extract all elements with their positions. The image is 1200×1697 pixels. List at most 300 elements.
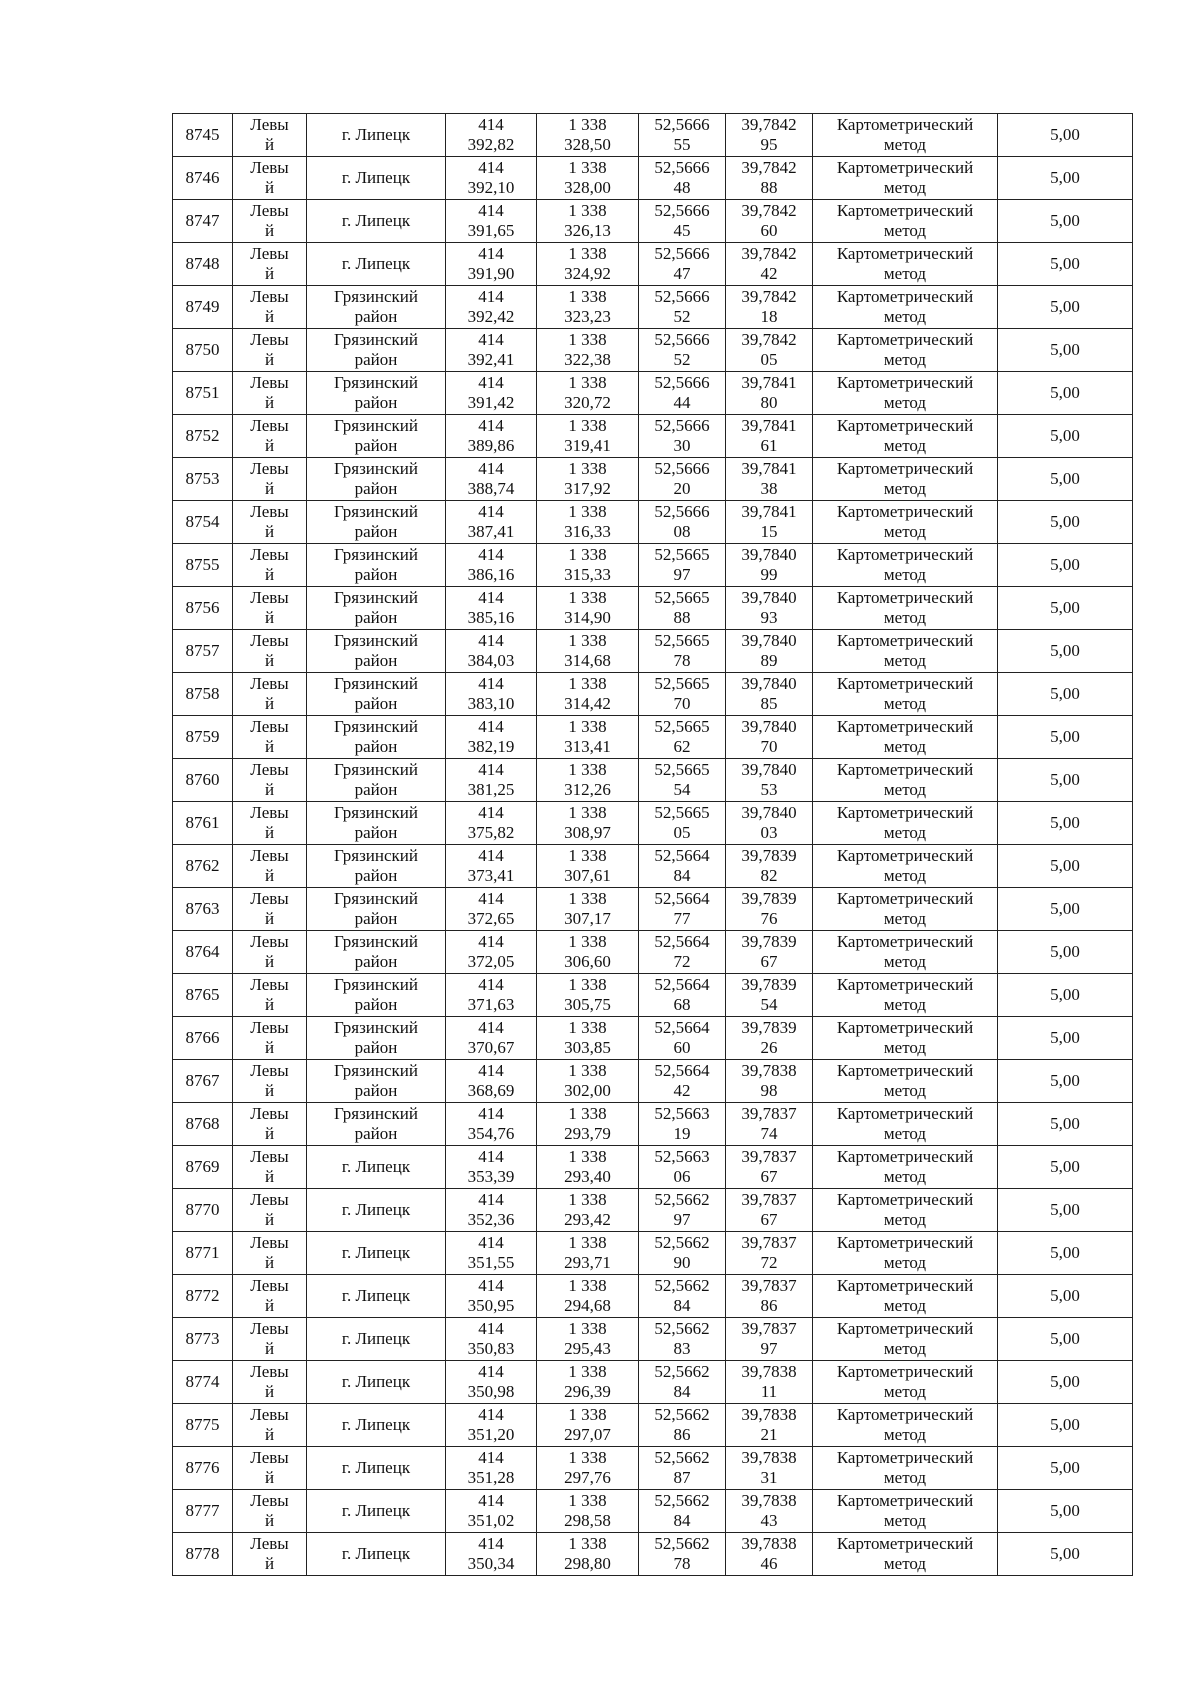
latitude-cell-line: 86 — [673, 1425, 691, 1444]
point-number-cell: 8747 — [173, 200, 233, 243]
y-coordinate-cell-line: 307,61 — [564, 866, 611, 885]
x-coordinate-cell-line: 414 — [478, 1534, 504, 1553]
table-row — [173, 1103, 1133, 1146]
bank-side-cell-line: Левы — [250, 846, 289, 865]
latitude-cell-line: 52,5664 — [654, 889, 710, 908]
y-coordinate-cell-line: 315,33 — [564, 565, 611, 584]
latitude-cell-line: 52,5662 — [654, 1190, 710, 1209]
method-cell — [813, 1017, 998, 1060]
latitude-cell — [639, 1017, 726, 1060]
y-coordinate-cell-line: 1 338 — [568, 1018, 607, 1037]
y-coordinate-cell-line: 293,40 — [564, 1167, 611, 1186]
longitude-cell — [726, 716, 813, 759]
bank-side-cell-line: Левы — [250, 631, 289, 650]
longitude-cell-line: 42 — [760, 264, 778, 283]
y-coordinate-cell-line: 305,75 — [564, 995, 611, 1014]
longitude-cell-line: 74 — [760, 1124, 778, 1143]
latitude-cell-line: 90 — [673, 1253, 691, 1272]
x-coordinate-cell-line: 392,42 — [467, 307, 515, 326]
x-coordinate-cell-line: 414 — [478, 1018, 504, 1037]
longitude-cell-line: 11 — [760, 1382, 778, 1401]
x-coordinate-cell — [446, 1533, 537, 1576]
method-cell-line: Картометрический — [836, 1319, 974, 1338]
method-cell-line: метод — [883, 393, 927, 412]
method-cell-line: метод — [883, 1296, 927, 1315]
method-cell-line: метод — [883, 307, 927, 326]
bank-side-cell-line: й — [264, 307, 275, 326]
location-cell-line: район — [354, 694, 398, 713]
table-row — [173, 1447, 1133, 1490]
table-row — [173, 931, 1133, 974]
location-cell — [307, 458, 446, 501]
latitude-cell-line: 52,5666 — [654, 158, 710, 177]
y-coordinate-cell-line: 1 338 — [568, 1491, 607, 1510]
y-coordinate-cell — [537, 372, 639, 415]
bank-side-cell-line: Левы — [250, 1534, 289, 1553]
y-coordinate-cell-line: 317,92 — [564, 479, 611, 498]
accuracy-cell: 5,00 — [998, 243, 1133, 286]
bank-side-cell-line: й — [264, 866, 275, 885]
accuracy-cell: 5,00 — [998, 931, 1133, 974]
latitude-cell — [639, 931, 726, 974]
y-coordinate-cell — [537, 1103, 639, 1146]
location-cell-line: Грязинский — [334, 287, 418, 306]
method-cell — [813, 888, 998, 931]
y-coordinate-cell — [537, 1060, 639, 1103]
location-cell — [307, 888, 446, 931]
location-cell-line: Грязинский — [334, 889, 418, 908]
location-cell-line: г. Липецк — [341, 211, 411, 230]
x-coordinate-cell-line: 414 — [478, 1233, 504, 1252]
y-coordinate-cell-line: 1 338 — [568, 1362, 607, 1381]
method-cell-line: Картометрический — [836, 545, 974, 564]
bank-side-cell-line: Левы — [250, 674, 289, 693]
bank-side-cell-line: Левы — [250, 373, 289, 392]
bank-side-cell-line: Левы — [250, 1405, 289, 1424]
location-cell-line: Грязинский — [334, 631, 418, 650]
x-coordinate-cell-line: 350,83 — [467, 1339, 515, 1358]
y-coordinate-cell — [537, 630, 639, 673]
bank-side-cell-line: Левы — [250, 201, 289, 220]
longitude-cell-line: 39,7840 — [741, 631, 797, 650]
x-coordinate-cell-line: 414 — [478, 330, 504, 349]
y-coordinate-cell-line: 1 338 — [568, 803, 607, 822]
x-coordinate-cell-line: 392,41 — [467, 350, 515, 369]
location-cell-line: г. Липецк — [341, 1157, 411, 1176]
x-coordinate-cell — [446, 243, 537, 286]
x-coordinate-cell — [446, 1146, 537, 1189]
x-coordinate-cell-line: 414 — [478, 1448, 504, 1467]
longitude-cell-line: 98 — [760, 1081, 778, 1100]
x-coordinate-cell-line: 351,55 — [467, 1253, 515, 1272]
longitude-cell — [726, 759, 813, 802]
point-number-cell: 8755 — [173, 544, 233, 587]
y-coordinate-cell-line: 1 338 — [568, 1319, 607, 1338]
coordinates-table — [172, 113, 1133, 1576]
location-cell — [307, 1275, 446, 1318]
longitude-cell-line: 39,7839 — [741, 889, 797, 908]
x-coordinate-cell-line: 371,63 — [467, 995, 515, 1014]
x-coordinate-cell-line: 414 — [478, 287, 504, 306]
longitude-cell — [726, 544, 813, 587]
latitude-cell-line: 30 — [673, 436, 691, 455]
longitude-cell-line: 39,7841 — [741, 373, 797, 392]
latitude-cell — [639, 1361, 726, 1404]
bank-side-cell-line: й — [264, 1253, 275, 1272]
y-coordinate-cell — [537, 200, 639, 243]
bank-side-cell-line: й — [264, 393, 275, 412]
method-cell-line: метод — [883, 1253, 927, 1272]
table-row — [173, 673, 1133, 716]
latitude-cell-line: 52,5666 — [654, 330, 710, 349]
bank-side-cell-line: й — [264, 1511, 275, 1530]
x-coordinate-cell-line: 351,20 — [467, 1425, 515, 1444]
bank-side-cell-line: Левы — [250, 502, 289, 521]
table-row — [173, 1404, 1133, 1447]
location-cell — [307, 630, 446, 673]
location-cell-line: район — [354, 952, 398, 971]
longitude-cell-line: 39,7837 — [741, 1190, 797, 1209]
longitude-cell-line: 39,7842 — [741, 115, 797, 134]
location-cell-line: г. Липецк — [341, 168, 411, 187]
bank-side-cell — [233, 501, 307, 544]
method-cell-line: Картометрический — [836, 588, 974, 607]
y-coordinate-cell-line: 314,90 — [564, 608, 611, 627]
x-coordinate-cell — [446, 630, 537, 673]
point-number-cell: 8769 — [173, 1146, 233, 1189]
accuracy-cell: 5,00 — [998, 587, 1133, 630]
y-coordinate-cell — [537, 716, 639, 759]
accuracy-cell: 5,00 — [998, 1189, 1133, 1232]
longitude-cell — [726, 630, 813, 673]
bank-side-cell — [233, 1404, 307, 1447]
latitude-cell — [639, 974, 726, 1017]
bank-side-cell-line: й — [264, 479, 275, 498]
x-coordinate-cell-line: 414 — [478, 760, 504, 779]
bank-side-cell — [233, 1060, 307, 1103]
table-row — [173, 1490, 1133, 1533]
y-coordinate-cell-line: 306,60 — [564, 952, 611, 971]
latitude-cell-line: 42 — [673, 1081, 691, 1100]
longitude-cell-line: 21 — [760, 1425, 778, 1444]
latitude-cell — [639, 1447, 726, 1490]
x-coordinate-cell-line: 414 — [478, 846, 504, 865]
location-cell — [307, 415, 446, 458]
bank-side-cell — [233, 1490, 307, 1533]
latitude-cell-line: 44 — [673, 393, 691, 412]
longitude-cell-line: 67 — [760, 952, 778, 971]
longitude-cell-line: 61 — [760, 436, 778, 455]
method-cell-line: метод — [883, 909, 927, 928]
method-cell-line: Картометрический — [836, 330, 974, 349]
method-cell — [813, 329, 998, 372]
method-cell-line: Картометрический — [836, 459, 974, 478]
method-cell — [813, 673, 998, 716]
method-cell — [813, 1275, 998, 1318]
location-cell-line: г. Липецк — [341, 1200, 411, 1219]
accuracy-cell: 5,00 — [998, 1103, 1133, 1146]
location-cell-line: Грязинский — [334, 846, 418, 865]
longitude-cell-line: 67 — [760, 1210, 778, 1229]
y-coordinate-cell-line: 1 338 — [568, 1405, 607, 1424]
y-coordinate-cell-line: 324,92 — [564, 264, 611, 283]
x-coordinate-cell — [446, 931, 537, 974]
x-coordinate-cell-line: 373,41 — [467, 866, 515, 885]
x-coordinate-cell-line: 414 — [478, 803, 504, 822]
bank-side-cell-line: й — [264, 1339, 275, 1358]
method-cell-line: метод — [883, 1124, 927, 1143]
method-cell-line: Картометрический — [836, 760, 974, 779]
method-cell-line: метод — [883, 479, 927, 498]
y-coordinate-cell-line: 1 338 — [568, 115, 607, 134]
bank-side-cell — [233, 1318, 307, 1361]
bank-side-cell-line: Левы — [250, 1362, 289, 1381]
y-coordinate-cell-line: 1 338 — [568, 1190, 607, 1209]
y-coordinate-cell — [537, 1447, 639, 1490]
bank-side-cell — [233, 759, 307, 802]
y-coordinate-cell — [537, 1318, 639, 1361]
method-cell-line: Картометрический — [836, 1534, 974, 1553]
longitude-cell-line: 53 — [760, 780, 778, 799]
location-cell-line: Грязинский — [334, 717, 418, 736]
location-cell — [307, 673, 446, 716]
bank-side-cell-line: Левы — [250, 545, 289, 564]
accuracy-cell: 5,00 — [998, 1060, 1133, 1103]
longitude-cell — [726, 931, 813, 974]
x-coordinate-cell — [446, 1490, 537, 1533]
x-coordinate-cell-line: 414 — [478, 1276, 504, 1295]
point-number-cell: 8768 — [173, 1103, 233, 1146]
longitude-cell-line: 39,7838 — [741, 1405, 797, 1424]
point-number-cell: 8752 — [173, 415, 233, 458]
x-coordinate-cell-line: 414 — [478, 1319, 504, 1338]
table-row — [173, 458, 1133, 501]
bank-side-cell — [233, 630, 307, 673]
y-coordinate-cell-line: 308,97 — [564, 823, 611, 842]
method-cell-line: метод — [883, 1167, 927, 1186]
table-row — [173, 1017, 1133, 1060]
bank-side-cell — [233, 243, 307, 286]
latitude-cell-line: 88 — [673, 608, 691, 627]
y-coordinate-cell-line: 1 338 — [568, 244, 607, 263]
method-cell-line: метод — [883, 436, 927, 455]
latitude-cell-line: 20 — [673, 479, 691, 498]
x-coordinate-cell — [446, 458, 537, 501]
method-cell — [813, 501, 998, 544]
latitude-cell-line: 77 — [673, 909, 691, 928]
method-cell-line: Картометрический — [836, 287, 974, 306]
x-coordinate-cell-line: 414 — [478, 588, 504, 607]
bank-side-cell-line: Левы — [250, 244, 289, 263]
table-row — [173, 415, 1133, 458]
x-coordinate-cell-line: 414 — [478, 1362, 504, 1381]
x-coordinate-cell — [446, 716, 537, 759]
location-cell — [307, 243, 446, 286]
longitude-cell — [726, 673, 813, 716]
location-cell — [307, 1404, 446, 1447]
latitude-cell-line: 52 — [673, 350, 691, 369]
x-coordinate-cell-line: 372,65 — [467, 909, 515, 928]
y-coordinate-cell-line: 1 338 — [568, 1233, 607, 1252]
longitude-cell-line: 80 — [760, 393, 778, 412]
latitude-cell-line: 52,5666 — [654, 115, 710, 134]
longitude-cell — [726, 1232, 813, 1275]
latitude-cell-line: 52,5665 — [654, 760, 710, 779]
table-row — [173, 630, 1133, 673]
longitude-cell-line: 39,7838 — [741, 1061, 797, 1080]
location-cell-line: Грязинский — [334, 1061, 418, 1080]
bank-side-cell — [233, 544, 307, 587]
accuracy-cell: 5,00 — [998, 501, 1133, 544]
location-cell-line: Грязинский — [334, 545, 418, 564]
x-coordinate-cell-line: 414 — [478, 416, 504, 435]
latitude-cell — [639, 845, 726, 888]
accuracy-cell: 5,00 — [998, 157, 1133, 200]
latitude-cell-line: 52,5662 — [654, 1362, 710, 1381]
location-cell-line: Грязинский — [334, 588, 418, 607]
bank-side-cell-line: й — [264, 694, 275, 713]
bank-side-cell — [233, 845, 307, 888]
latitude-cell-line: 52,5662 — [654, 1405, 710, 1424]
x-coordinate-cell-line: 388,74 — [467, 479, 515, 498]
table-row — [173, 1275, 1133, 1318]
location-cell-line: г. Липецк — [341, 1329, 411, 1348]
latitude-cell — [639, 200, 726, 243]
latitude-cell — [639, 1490, 726, 1533]
bank-side-cell — [233, 1361, 307, 1404]
bank-side-cell — [233, 802, 307, 845]
accuracy-cell: 5,00 — [998, 458, 1133, 501]
bank-side-cell-line: й — [264, 737, 275, 756]
longitude-cell-line: 39,7842 — [741, 330, 797, 349]
latitude-cell — [639, 1232, 726, 1275]
bank-side-cell-line: Левы — [250, 889, 289, 908]
location-cell-line: Грязинский — [334, 373, 418, 392]
method-cell — [813, 286, 998, 329]
x-coordinate-cell-line: 391,65 — [467, 221, 515, 240]
y-coordinate-cell-line: 319,41 — [564, 436, 611, 455]
latitude-cell-line: 52,5666 — [654, 459, 710, 478]
latitude-cell-line: 52,5665 — [654, 588, 710, 607]
bank-side-cell-line: Левы — [250, 287, 289, 306]
method-cell-line: метод — [883, 995, 927, 1014]
y-coordinate-cell — [537, 415, 639, 458]
longitude-cell — [726, 1318, 813, 1361]
table-row — [173, 114, 1133, 157]
x-coordinate-cell — [446, 415, 537, 458]
y-coordinate-cell — [537, 845, 639, 888]
longitude-cell — [726, 1490, 813, 1533]
point-number-cell: 8770 — [173, 1189, 233, 1232]
longitude-cell-line: 31 — [760, 1468, 778, 1487]
point-number-cell: 8772 — [173, 1275, 233, 1318]
longitude-cell-line: 39,7842 — [741, 287, 797, 306]
point-number-cell: 8746 — [173, 157, 233, 200]
location-cell-line: район — [354, 651, 398, 670]
accuracy-cell: 5,00 — [998, 1017, 1133, 1060]
x-coordinate-cell-line: 392,10 — [467, 178, 515, 197]
accuracy-cell: 5,00 — [998, 1447, 1133, 1490]
latitude-cell — [639, 1533, 726, 1576]
x-coordinate-cell-line: 414 — [478, 1061, 504, 1080]
point-number-cell: 8754 — [173, 501, 233, 544]
y-coordinate-cell-line: 296,39 — [564, 1382, 611, 1401]
longitude-cell-line: 88 — [760, 178, 778, 197]
x-coordinate-cell-line: 391,90 — [467, 264, 515, 283]
latitude-cell-line: 48 — [673, 178, 691, 197]
method-cell-line: метод — [883, 694, 927, 713]
bank-side-cell-line: й — [264, 1038, 275, 1057]
y-coordinate-cell-line: 298,80 — [564, 1554, 611, 1573]
bank-side-cell — [233, 974, 307, 1017]
location-cell — [307, 501, 446, 544]
method-cell-line: Картометрический — [836, 201, 974, 220]
longitude-cell-line: 89 — [760, 651, 778, 670]
method-cell — [813, 1318, 998, 1361]
longitude-cell-line: 93 — [760, 608, 778, 627]
location-cell — [307, 1232, 446, 1275]
bank-side-cell — [233, 1103, 307, 1146]
y-coordinate-cell-line: 1 338 — [568, 201, 607, 220]
table-row — [173, 157, 1133, 200]
y-coordinate-cell — [537, 1146, 639, 1189]
longitude-cell-line: 39,7838 — [741, 1362, 797, 1381]
y-coordinate-cell — [537, 243, 639, 286]
bank-side-cell — [233, 587, 307, 630]
longitude-cell-line: 60 — [760, 221, 778, 240]
x-coordinate-cell-line: 389,86 — [467, 436, 515, 455]
x-coordinate-cell — [446, 114, 537, 157]
method-cell-line: Картометрический — [836, 1276, 974, 1295]
bank-side-cell-line: Левы — [250, 1104, 289, 1123]
x-coordinate-cell-line: 391,42 — [467, 393, 515, 412]
bank-side-cell-line: й — [264, 1382, 275, 1401]
y-coordinate-cell-line: 293,79 — [564, 1124, 611, 1143]
latitude-cell-line: 52,5665 — [654, 674, 710, 693]
point-number-cell: 8766 — [173, 1017, 233, 1060]
location-cell-line: Грязинский — [334, 1018, 418, 1037]
y-coordinate-cell — [537, 1017, 639, 1060]
y-coordinate-cell — [537, 1189, 639, 1232]
bank-side-cell-line: й — [264, 608, 275, 627]
longitude-cell — [726, 845, 813, 888]
accuracy-cell: 5,00 — [998, 974, 1133, 1017]
longitude-cell — [726, 114, 813, 157]
longitude-cell — [726, 415, 813, 458]
y-coordinate-cell-line: 297,07 — [564, 1425, 611, 1444]
accuracy-cell: 5,00 — [998, 1361, 1133, 1404]
bank-side-cell-line: й — [264, 1554, 275, 1573]
latitude-cell-line: 52,5666 — [654, 373, 710, 392]
latitude-cell — [639, 372, 726, 415]
x-coordinate-cell-line: 414 — [478, 1190, 504, 1209]
x-coordinate-cell-line: 350,98 — [467, 1382, 515, 1401]
longitude-cell-line: 39,7841 — [741, 416, 797, 435]
location-cell-line: район — [354, 909, 398, 928]
y-coordinate-cell-line: 1 338 — [568, 1061, 607, 1080]
x-coordinate-cell — [446, 1060, 537, 1103]
table-row — [173, 1060, 1133, 1103]
x-coordinate-cell — [446, 544, 537, 587]
latitude-cell — [639, 1146, 726, 1189]
longitude-cell-line: 15 — [760, 522, 778, 541]
y-coordinate-cell — [537, 802, 639, 845]
y-coordinate-cell-line: 1 338 — [568, 287, 607, 306]
method-cell-line: Картометрический — [836, 373, 974, 392]
method-cell — [813, 1103, 998, 1146]
latitude-cell-line: 84 — [673, 866, 691, 885]
location-cell — [307, 1318, 446, 1361]
